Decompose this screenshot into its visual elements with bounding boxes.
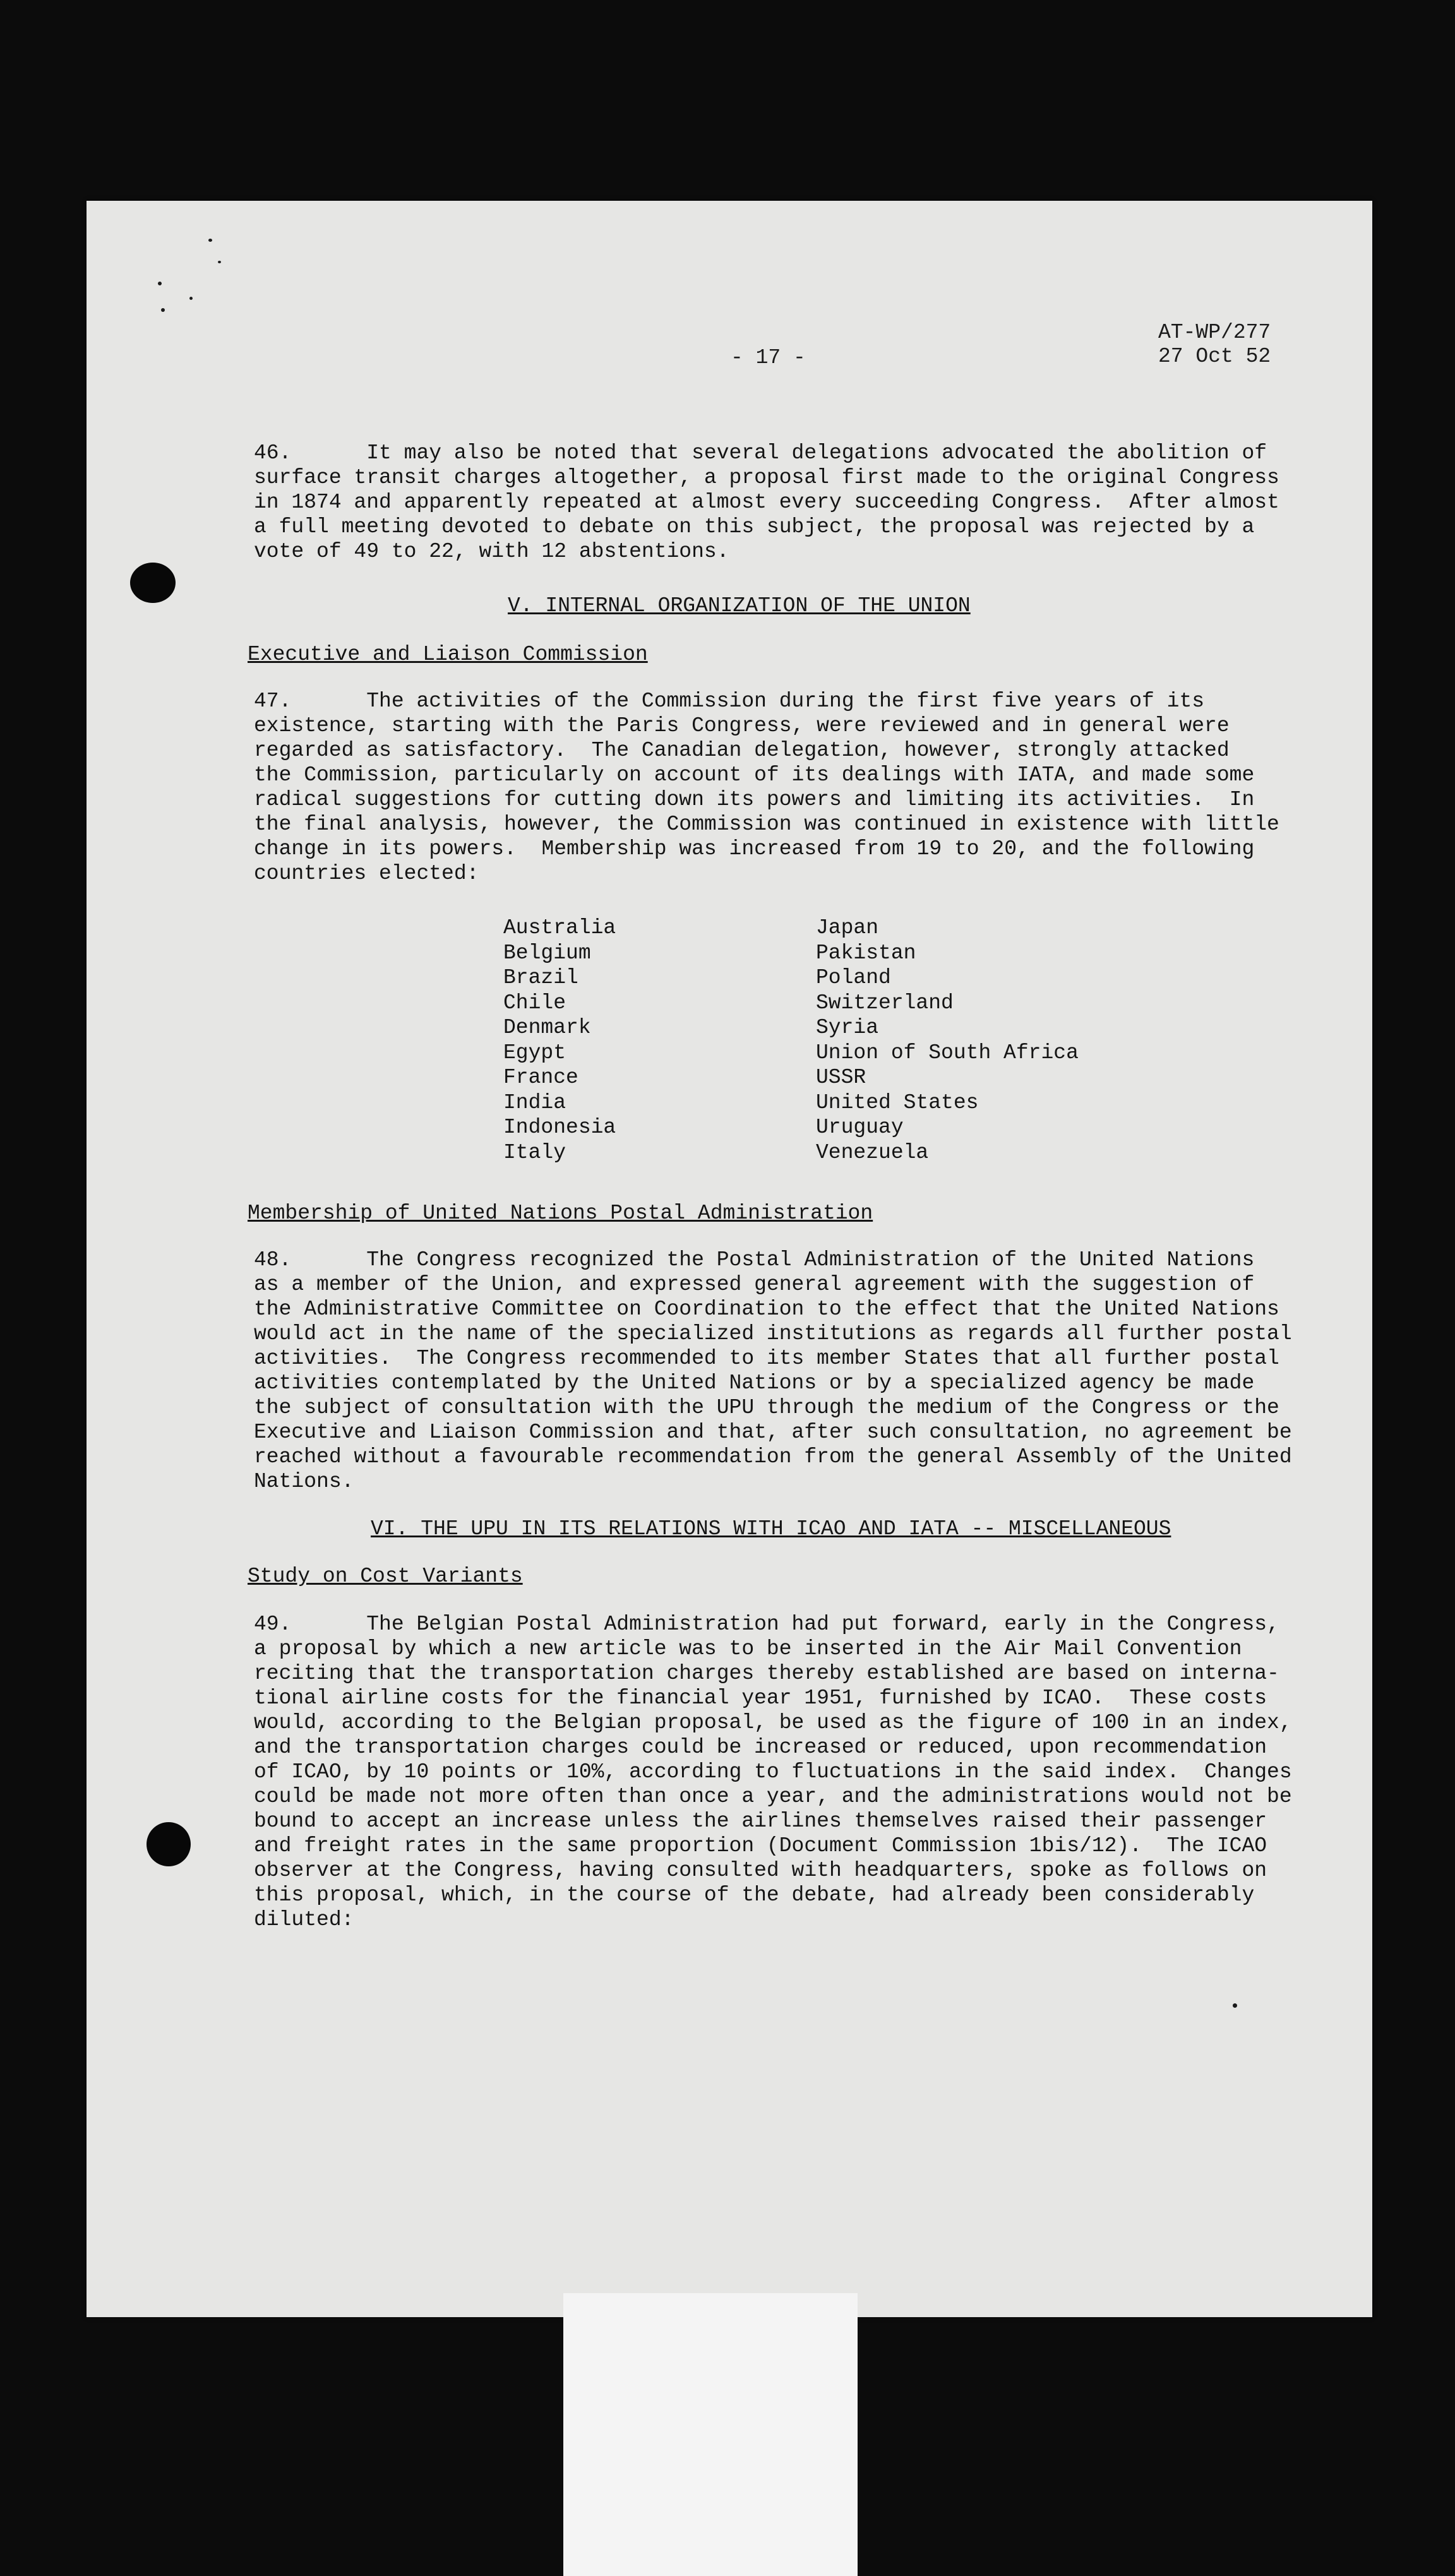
- text-line: radical suggestions for cutting down its powers and limiting its activities. In: [254, 788, 1255, 811]
- text-line: this proposal, which, in the course of the debate, had already been considerably: [254, 1883, 1255, 1907]
- text-line: in 1874 and apparently repeated at almost every succeeding Congress. After almost: [254, 491, 1279, 514]
- country-item: Australia: [503, 916, 616, 939]
- text-line: reciting that the transportation charges thereby established are based on interna-: [254, 1662, 1279, 1685]
- paragraph-46: [254, 441, 1279, 564]
- scan-speck: [161, 308, 165, 312]
- text-line: the Administrative Committee on Coordination to the effect that the United Nations: [254, 1297, 1279, 1321]
- text-line: 47. The activities of the Commission during the first five years of its: [254, 689, 1205, 713]
- section-heading-vi: VI. THE UPU IN ITS RELATIONS WITH ICAO AND IATA -- MISCELLANEOUS: [371, 1517, 1171, 1541]
- text-line: the final analysis, however, the Commission was continued in existence with little: [254, 813, 1279, 836]
- country-item: United States: [816, 1090, 979, 1114]
- text-line: diluted:: [254, 1908, 354, 1931]
- page-number: - 17 -: [731, 346, 806, 369]
- scan-speck: [1233, 2003, 1237, 2008]
- country-list-right: [816, 915, 1079, 1165]
- text-line: would act in the name of the specialized institutions as regards all further postal: [254, 1322, 1292, 1345]
- text-line: Executive and Liaison Commission and that, after such consultation, no agreement be: [254, 1421, 1292, 1444]
- text-line: would, according to the Belgian proposal, be used as the figure of 100 in an index,: [254, 1711, 1292, 1734]
- scan-speck: [208, 239, 212, 242]
- doc-date: 27 Oct 52: [1158, 345, 1271, 368]
- text-line: change in its powers. Membership was increased from 19 to 20, and the following: [254, 837, 1255, 861]
- subheading-un-membership: Membership of United Nations Postal Administration: [248, 1202, 873, 1225]
- text-line: regarded as satisfactory. The Canadian delegation, however, strongly attacked: [254, 739, 1230, 762]
- scan-target-card: [563, 2293, 858, 2576]
- text-line: vote of 49 to 22, with 12 abstentions.: [254, 540, 729, 563]
- text-line: tional airline costs for the financial year 1951, furnished by ICAO. These costs: [254, 1686, 1267, 1710]
- country-item: Egypt: [503, 1041, 566, 1064]
- country-item: Italy: [503, 1140, 566, 1164]
- country-item: Indonesia: [503, 1116, 616, 1139]
- text-line: countries elected:: [254, 862, 479, 885]
- text-line: a full meeting devoted to debate on this subject, the proposal was rejected by a: [254, 515, 1255, 539]
- country-item: Chile: [503, 991, 566, 1015]
- text-line: observer at the Congress, having consulted with headquarters, spoke as follows on: [254, 1859, 1267, 1882]
- country-item: Pakistan: [816, 941, 916, 965]
- subheading-cost-variants: Study on Cost Variants: [248, 1565, 523, 1588]
- text-line: Nations.: [254, 1470, 354, 1493]
- text-line: existence, starting with the Paris Congress, were reviewed and in general were: [254, 714, 1230, 737]
- section-heading-v: V. INTERNAL ORGANIZATION OF THE UNION: [508, 594, 971, 617]
- paragraph-47: [254, 689, 1279, 886]
- country-item: India: [503, 1090, 566, 1114]
- paragraph-48: [254, 1248, 1292, 1494]
- paragraph-49: [254, 1612, 1292, 1932]
- country-item: Uruguay: [816, 1116, 904, 1139]
- text-line: activities contemplated by the United Nations or by a specialized agency be made: [254, 1371, 1255, 1395]
- punch-hole: [130, 563, 176, 603]
- text-line: as a member of the Union, and expressed general agreement with the suggestion of: [254, 1273, 1255, 1296]
- text-line: and freight rates in the same proportion (Document Commission 1bis/12). The ICAO: [254, 1834, 1267, 1857]
- punch-hole: [147, 1822, 191, 1866]
- text-line: 48. The Congress recognized the Postal Administration of the United Nations: [254, 1248, 1255, 1272]
- scan-speck: [218, 261, 221, 263]
- text-line: the subject of consultation with the UPU through the medium of the Congress or the: [254, 1396, 1279, 1419]
- text-line: a proposal by which a new article was to be inserted in the Air Mail Convention: [254, 1637, 1242, 1661]
- text-line: could be made not more often than once a year, and the administrations would not be: [254, 1785, 1292, 1808]
- subheading-executive-liaison: Executive and Liaison Commission: [248, 643, 648, 666]
- country-list-left: [503, 915, 616, 1165]
- country-item: Switzerland: [816, 991, 954, 1015]
- country-item: Syria: [816, 1016, 879, 1039]
- text-line: reached without a favourable recommendation from the general Assembly of the United: [254, 1445, 1292, 1469]
- text-line: 46. It may also be noted that several delegations advocated the abolition of: [254, 441, 1267, 465]
- scan-speck: [189, 297, 193, 300]
- country-item: Poland: [816, 966, 891, 989]
- document-reference: [1158, 321, 1271, 369]
- text-line: of ICAO, by 10 points or 10%, according to fluctuations in the said index. Changes: [254, 1760, 1292, 1784]
- country-item: Union of South Africa: [816, 1041, 1079, 1064]
- country-item: USSR: [816, 1066, 866, 1089]
- text-line: and the transportation charges could be increased or reduced, upon recommendation: [254, 1736, 1267, 1759]
- country-item: France: [503, 1066, 578, 1089]
- country-item: Belgium: [503, 941, 591, 965]
- country-item: Venezuela: [816, 1140, 929, 1164]
- text-line: 49. The Belgian Postal Administration had put forward, early in the Congress,: [254, 1613, 1279, 1636]
- text-line: surface transit charges altogether, a proposal first made to the original Congress: [254, 466, 1279, 489]
- doc-ref: AT-WP/277: [1158, 321, 1271, 344]
- text-line: the Commission, particularly on account of its dealings with IATA, and made some: [254, 763, 1255, 787]
- country-item: Japan: [816, 916, 879, 939]
- document-page: [87, 201, 1372, 2317]
- scan-speck: [158, 282, 162, 285]
- country-item: Brazil: [503, 966, 578, 989]
- country-item: Denmark: [503, 1016, 591, 1039]
- text-line: activities. The Congress recommended to its member States that all further postal: [254, 1347, 1279, 1370]
- text-line: bound to accept an increase unless the airlines themselves raised their passenger: [254, 1810, 1267, 1833]
